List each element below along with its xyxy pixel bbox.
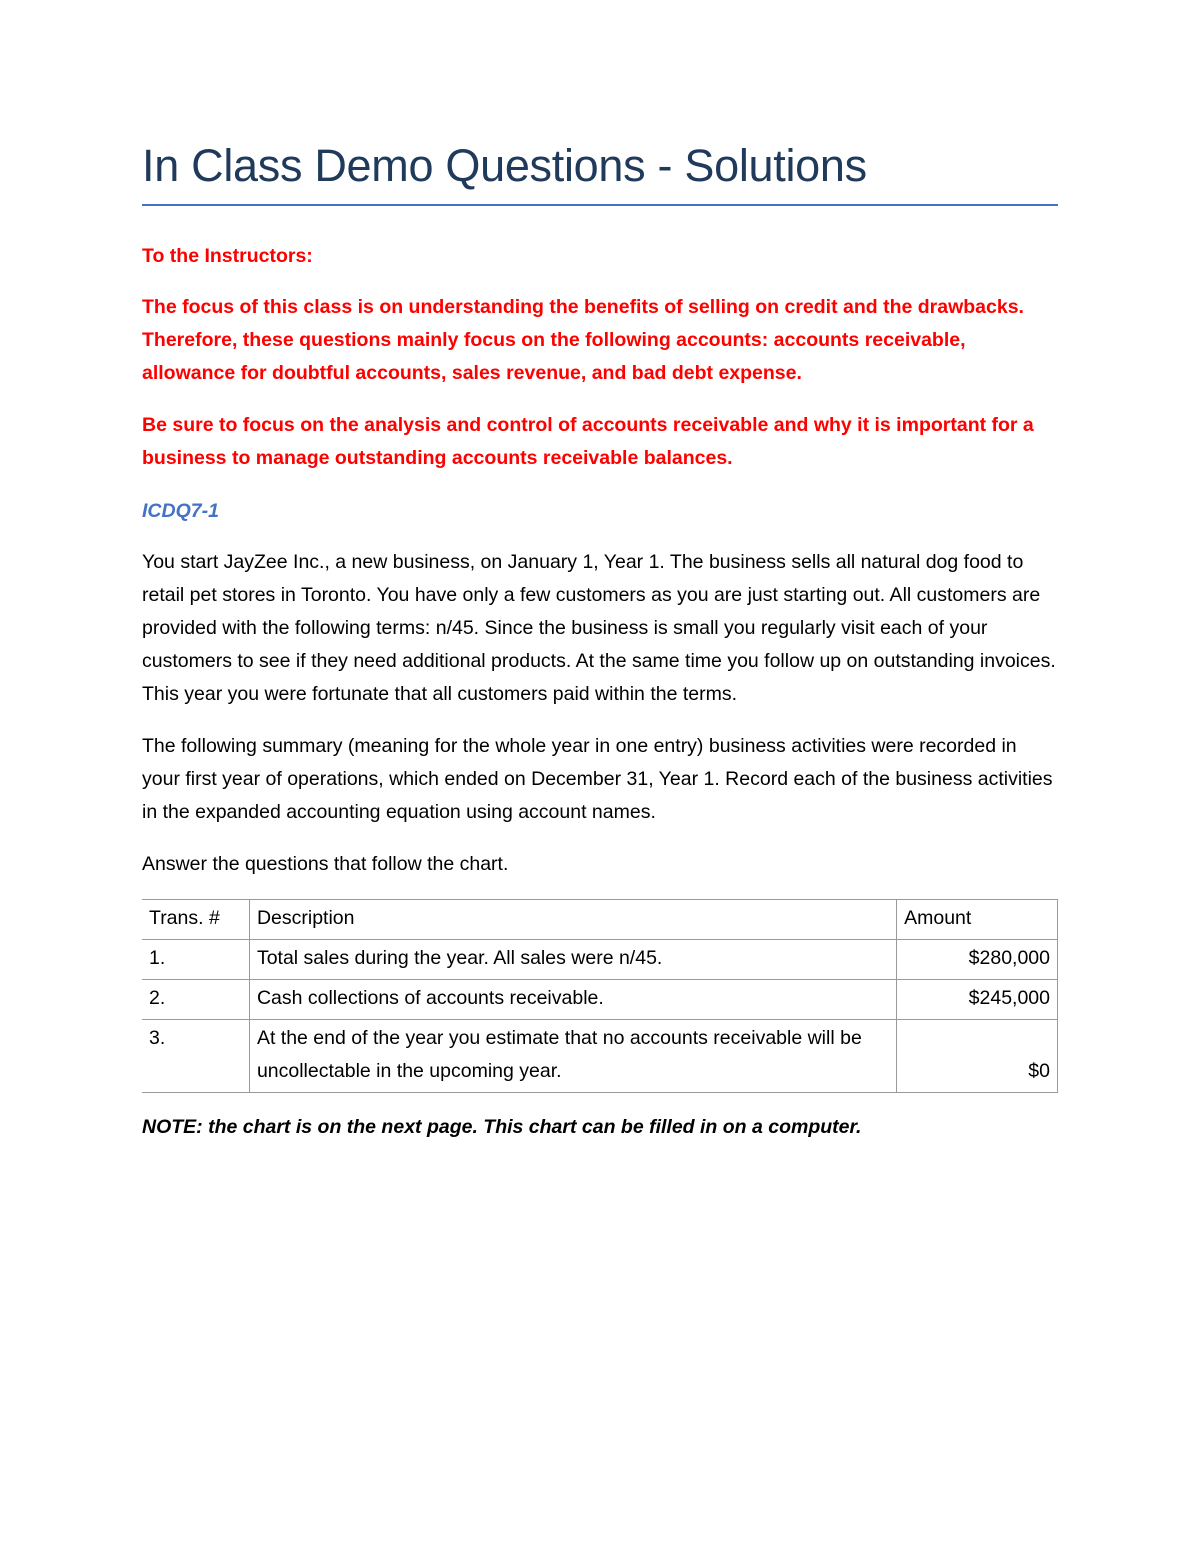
description-cell: At the end of the year you estimate that no accounts receivable will be uncollectable in the upcoming year. [249,1020,896,1093]
header-description: Description [249,900,896,940]
description-cell: Total sales during the year. All sales were n/45. [249,940,896,980]
focus-paragraph: The focus of this class is on understanding the benefits of selling on credit and the drawbacks. Therefore, these questions mainly focus on the following accounts: accounts receivable, allowance for doubtful accounts, sales revenue, and bad debt expense. [142,296,1024,384]
summary-paragraph: The following summary (meaning for the whole year in one entry) business activities were recorded in your first year of operations, which ended on December 31, Year 1. Record each of the business activities in the expanded accounting equation using account names. [142,735,1053,823]
be-sure-paragraph: Be sure to focus on the analysis and control of accounts receivable and why it is important for a business to manage outstanding accounts receivable balances. [142,414,1034,469]
amount-cell: $245,000 [897,980,1058,1020]
table-row [142,1020,1058,1093]
amount-cell: $280,000 [897,940,1058,980]
table-header-row [142,900,1058,940]
table-row [142,980,1058,1020]
table-row [142,940,1058,980]
transactions-table [142,899,1058,1093]
trans-num-cell: 2. [142,980,249,1020]
trans-num-cell: 1. [142,940,249,980]
instructors-heading: To the Instructors: [142,245,313,267]
note-text: NOTE: the chart is on the next page. This chart can be filled in on a computer. [142,1116,862,1138]
header-trans-num: Trans. # [142,900,249,940]
header-amount: Amount [897,900,1058,940]
document-page [142,140,1058,1164]
amount-cell: $0 [897,1020,1058,1093]
answer-paragraph: Answer the questions that follow the chart. [142,853,509,875]
intro-paragraph: You start JayZee Inc., a new business, on January 1, Year 1. The business sells all natural dog food to retail pet stores in Toronto. You have only a few customers as you are just starting out. All customers are provided with the following terms: n/45. Since the business is small you regularly visit each of your customers to see if they need additional products. At the same time you follow up on outstanding invoices. This year you were fortunate that all customers paid within the terms. [142,551,1056,705]
trans-num-cell: 3. [142,1020,249,1093]
page-title: In Class Demo Questions - Solutions [142,140,1058,206]
description-cell: Cash collections of accounts receivable. [249,980,896,1020]
question-id: ICDQ7-1 [142,500,219,522]
